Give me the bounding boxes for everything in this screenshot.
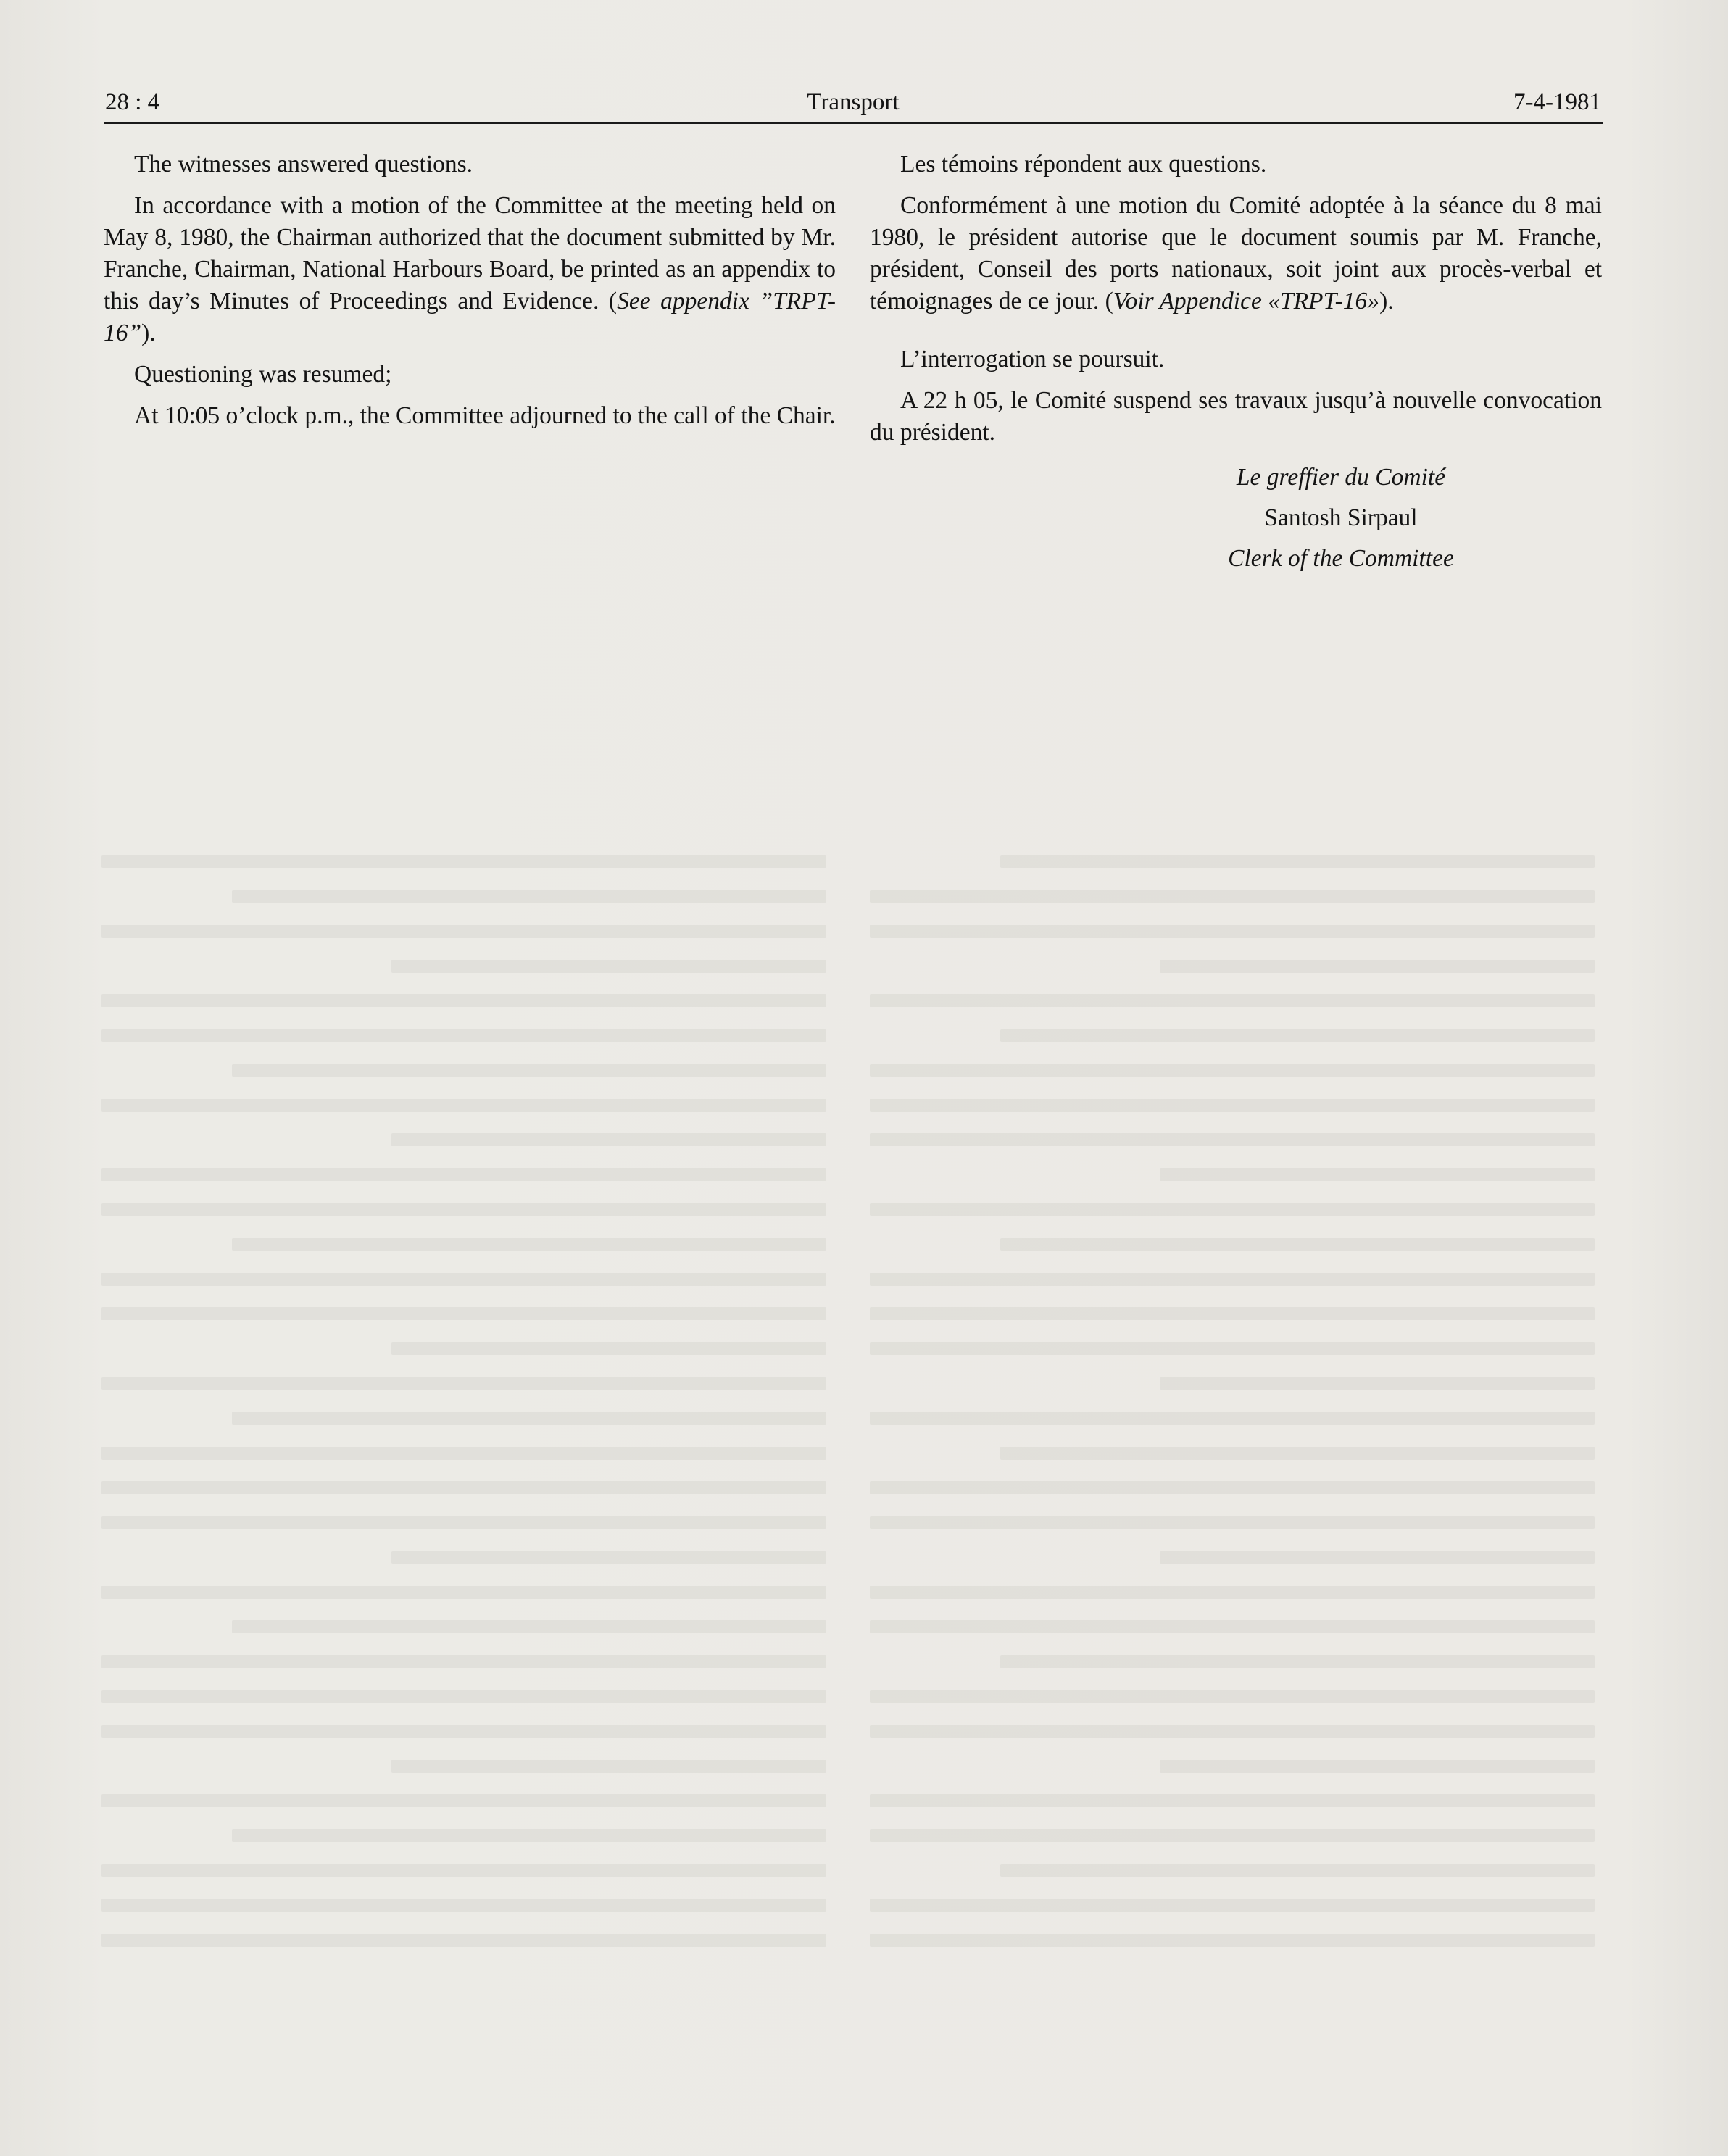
en-paragraph-witnesses: The witnesses answered questions. (134, 151, 473, 178)
show-through-right (870, 855, 1595, 2029)
en-see-appendix: See appendix (617, 288, 749, 315)
running-header (104, 78, 1603, 124)
english-column (104, 149, 836, 441)
en-appendix-ref: ”TRPT-16” (104, 288, 836, 346)
fr-paragraph-temoins: Les témoins répondent aux questions. (900, 151, 1267, 178)
signature-name: Santosh Sirpaul (1264, 504, 1418, 531)
show-through-left (101, 855, 826, 2029)
header-title: Transport (807, 89, 900, 115)
en-paragraph-appendix: In accordance with a motion of the Committee at the meeting held on May 8, 1980, the Chairman authorized that the document submitted by Mr. Franche, Chairman, National Harbours Board, be printed as an appendix to this day’s Minutes of Proceedings and Evidence. (See appendix ”TRPT-16”). (104, 192, 836, 346)
signature-role-fr: Le greffier du Comité (1236, 464, 1446, 491)
french-column (870, 149, 1602, 575)
page-number: 28 : 4 (105, 89, 160, 115)
fr-paragraph-interrogation: L’interrogation se poursuit. (900, 346, 1165, 372)
fr-paragraph-suspend: A 22 h 05, le Comité suspend ses travaux jusqu’à nouvelle convocation du président. (870, 387, 1602, 446)
header-date: 7-4-1981 (1513, 89, 1601, 115)
en-paragraph-adjourned: At 10:05 o’clock p.m., the Committee adjourned to the call of the Chair. (134, 402, 836, 429)
fr-paragraph-appendice: Conformément à une motion du Comité adoptée à la séance du 8 mai 1980, le président autorise que le document soumis par M. Franche, président, Conseil des ports nationaux, soit joint aux procès-verbal et témoignages de ce jour. (Voir Appendice «TRPT-16»). (870, 192, 1602, 315)
en-paragraph-questioning: Questioning was resumed; (134, 361, 392, 388)
fr-voir-appendice: Voir Appendice «TRPT-16» (1113, 288, 1380, 315)
signature-role-en: Clerk of the Committee (1228, 545, 1454, 572)
